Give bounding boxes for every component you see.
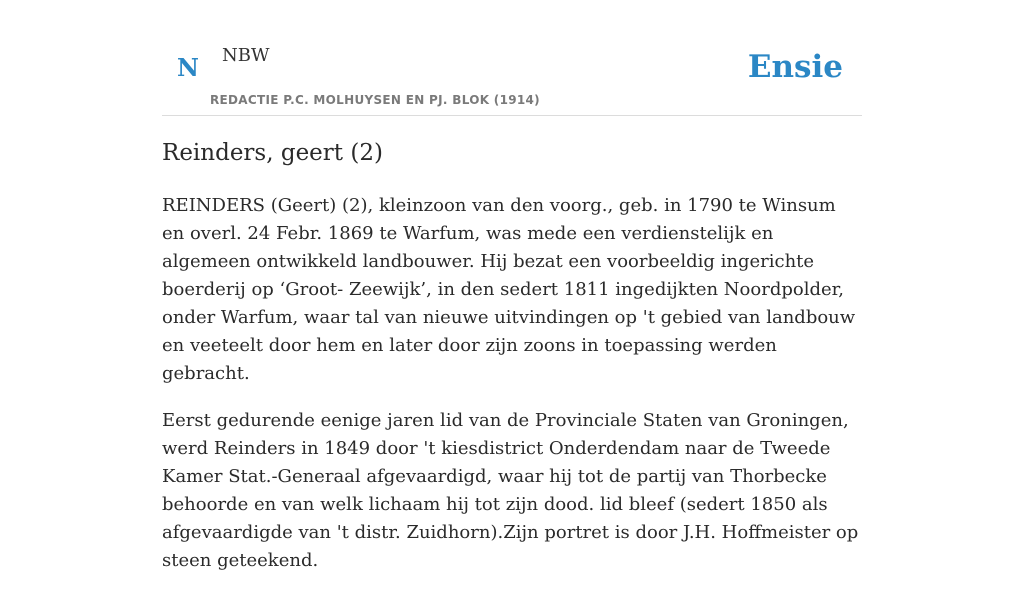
article-paragraph: REINDERS (Geert) (2), kleinzoon van den voorg., geb. in 1790 te Winsum en overl. 24 Febr. 1869 te Warfum, was mede een verdienstelijk en algemeen ontwikkeld landbouwer. Hij bezat een voorbeeldig ingerichte boerderij op ‘Groot- Zeewijk’, in den sedert 1811 ingedijkten Noordpolder, onder Warfum, waar tal van nieuwe uitvindingen op 't gebied van landbouw en veeteelt door hem en later door zijn zoons in toepassing werden gebracht. xyxy=(162,195,856,384)
article-body xyxy=(162,192,862,594)
brand-logo-link[interactable]: Ensie xyxy=(747,49,843,85)
article-paragraph: Eerst gedurende eenige jaren lid van de Provinciale Staten van Groningen, werd Reinders in 1849 door 't kiesdistrict Onderdendam naar de Tweede Kamer Stat.-Generaal afgevaardigd, waar hij tot de partij van Thorbecke behoorde en van welk lichaam hij tot zijn dood. lid bleef (sedert 1850 als afgevaardigde van 't distr. Zuidhorn).Zijn portret is door J.H. Hoffmeister op steen geteekend. xyxy=(162,410,859,571)
source-logo[interactable]: N xyxy=(177,53,199,82)
article-title: Reinders, geert (2) xyxy=(162,140,383,166)
source-subtitle: REDACTIE P.C. MOLHUYSEN EN PJ. BLOK (1914) xyxy=(210,93,540,107)
page-header xyxy=(162,0,862,116)
source-name-link[interactable]: NBW xyxy=(222,45,270,66)
